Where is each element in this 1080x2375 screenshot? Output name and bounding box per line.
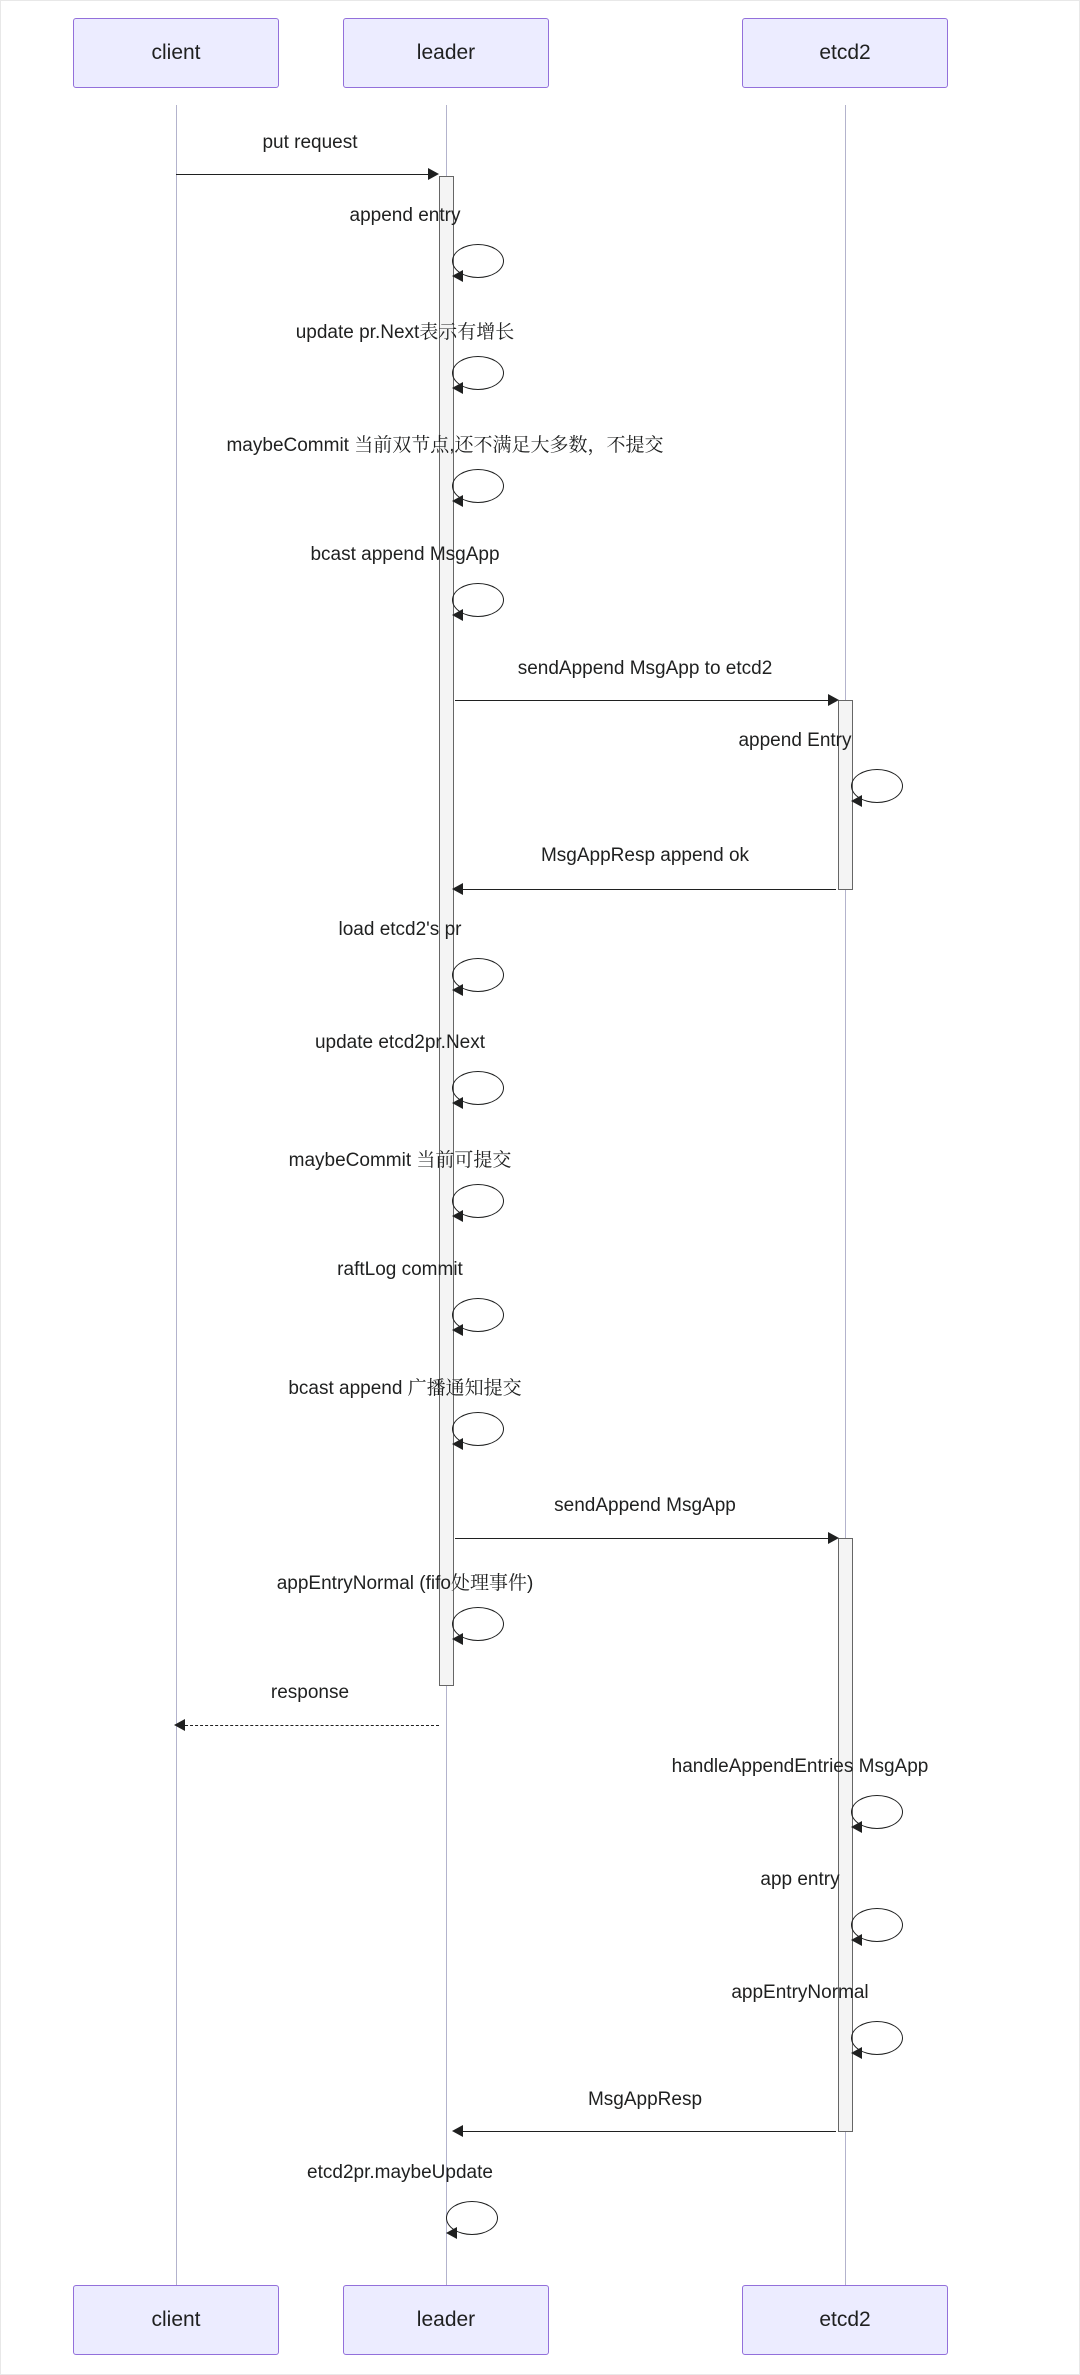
message-label-appentrynormal-etcd2: appEntryNormal <box>731 1982 869 2003</box>
arrowhead-update-pr-next <box>452 382 463 394</box>
arrowhead-appentrynormal-etcd2 <box>851 2047 862 2059</box>
message-label-handleappendentries: handleAppendEntries MsgApp <box>671 1756 929 1777</box>
message-label-response: response <box>270 1682 350 1703</box>
arrowhead-handleappendentries <box>851 1821 862 1833</box>
arrowhead-append-entry <box>452 270 463 282</box>
message-label-bcast-append-msgapp: bcast append MsgApp <box>310 544 500 565</box>
message-label-sendappend-msgapp: sendAppend MsgApp <box>554 1495 736 1516</box>
actor-label: client <box>151 2308 201 2331</box>
message-arrow-sendappend-to-etcd2 <box>455 700 836 701</box>
message-label-raftlog-commit: raftLog commit <box>337 1259 463 1280</box>
actor-label: leader <box>416 41 476 64</box>
message-arrow-response <box>180 1725 439 1726</box>
message-label-msgappresp-append-ok: MsgAppResp append ok <box>540 845 750 866</box>
actor-client-bottom[interactable] <box>73 2285 279 2355</box>
message-label-append-entry: append entry <box>349 205 461 226</box>
actor-etcd2-top[interactable] <box>742 18 948 88</box>
message-label-update-etcd2pr-next: update etcd2pr.Next <box>314 1032 486 1053</box>
message-label-msgappresp: MsgAppResp <box>587 2089 703 2110</box>
message-label-bcast-append-broadcast: bcast append 广播通知提交 <box>288 1378 522 1399</box>
arrowhead-append-entry-etcd2 <box>851 795 862 807</box>
arrowhead-appentrynormal-fifo <box>452 1633 463 1645</box>
actor-leader-top[interactable] <box>343 18 549 88</box>
message-arrow-msgappresp-append-ok <box>455 889 836 890</box>
actor-label: leader <box>416 2308 476 2331</box>
message-label-sendappend-to-etcd2: sendAppend MsgApp to etcd2 <box>517 658 773 679</box>
message-label-appentrynormal-fifo: appEntryNormal (fifo处理事件) <box>276 1573 534 1594</box>
message-arrow-msgappresp <box>455 2131 836 2132</box>
arrowhead-sendappend-msgapp <box>828 1532 839 1544</box>
message-label-put-request: put request <box>262 132 358 153</box>
arrowhead-app-entry <box>851 1934 862 1946</box>
message-arrow-put-request <box>176 174 434 175</box>
message-label-maybecommit-ok: maybeCommit 当前可提交 <box>288 1150 512 1171</box>
arrowhead-maybecommit-ok <box>452 1210 463 1222</box>
message-label-load-etcd2-pr: load etcd2's pr <box>338 919 462 940</box>
arrowhead-load-etcd2-pr <box>452 984 463 996</box>
message-label-app-entry: app entry <box>760 1869 840 1890</box>
arrowhead-msgappresp <box>452 2125 463 2137</box>
arrowhead-update-etcd2pr-next <box>452 1097 463 1109</box>
actor-etcd2-bottom[interactable] <box>742 2285 948 2355</box>
arrowhead-sendappend-to-etcd2 <box>828 694 839 706</box>
message-arrow-sendappend-msgapp <box>455 1538 836 1539</box>
arrowhead-bcast-append-broadcast <box>452 1438 463 1450</box>
arrowhead-response <box>174 1719 185 1731</box>
arrowhead-raftlog-commit <box>452 1324 463 1336</box>
arrowhead-msgappresp-append-ok <box>452 883 463 895</box>
message-label-etcd2pr-maybeupdate: etcd2pr.maybeUpdate <box>307 2162 493 2183</box>
actor-label: client <box>151 41 201 64</box>
actor-label: etcd2 <box>819 41 871 64</box>
message-label-update-pr-next: update pr.Next表示有增长 <box>295 322 515 343</box>
arrowhead-maybecommit-not-yet <box>452 495 463 507</box>
actor-leader-bottom[interactable] <box>343 2285 549 2355</box>
actor-label: etcd2 <box>819 2308 871 2331</box>
actor-client-top[interactable] <box>73 18 279 88</box>
message-label-append-entry-etcd2: append Entry <box>738 730 852 751</box>
arrowhead-put-request <box>428 168 439 180</box>
arrowhead-etcd2pr-maybeupdate <box>446 2227 457 2239</box>
arrowhead-bcast-append-msgapp <box>452 609 463 621</box>
activation-etcd2-second <box>838 1538 853 2132</box>
message-label-maybecommit-not-yet: maybeCommit 当前双节点,还不满足大多数，不提交 <box>226 435 664 456</box>
